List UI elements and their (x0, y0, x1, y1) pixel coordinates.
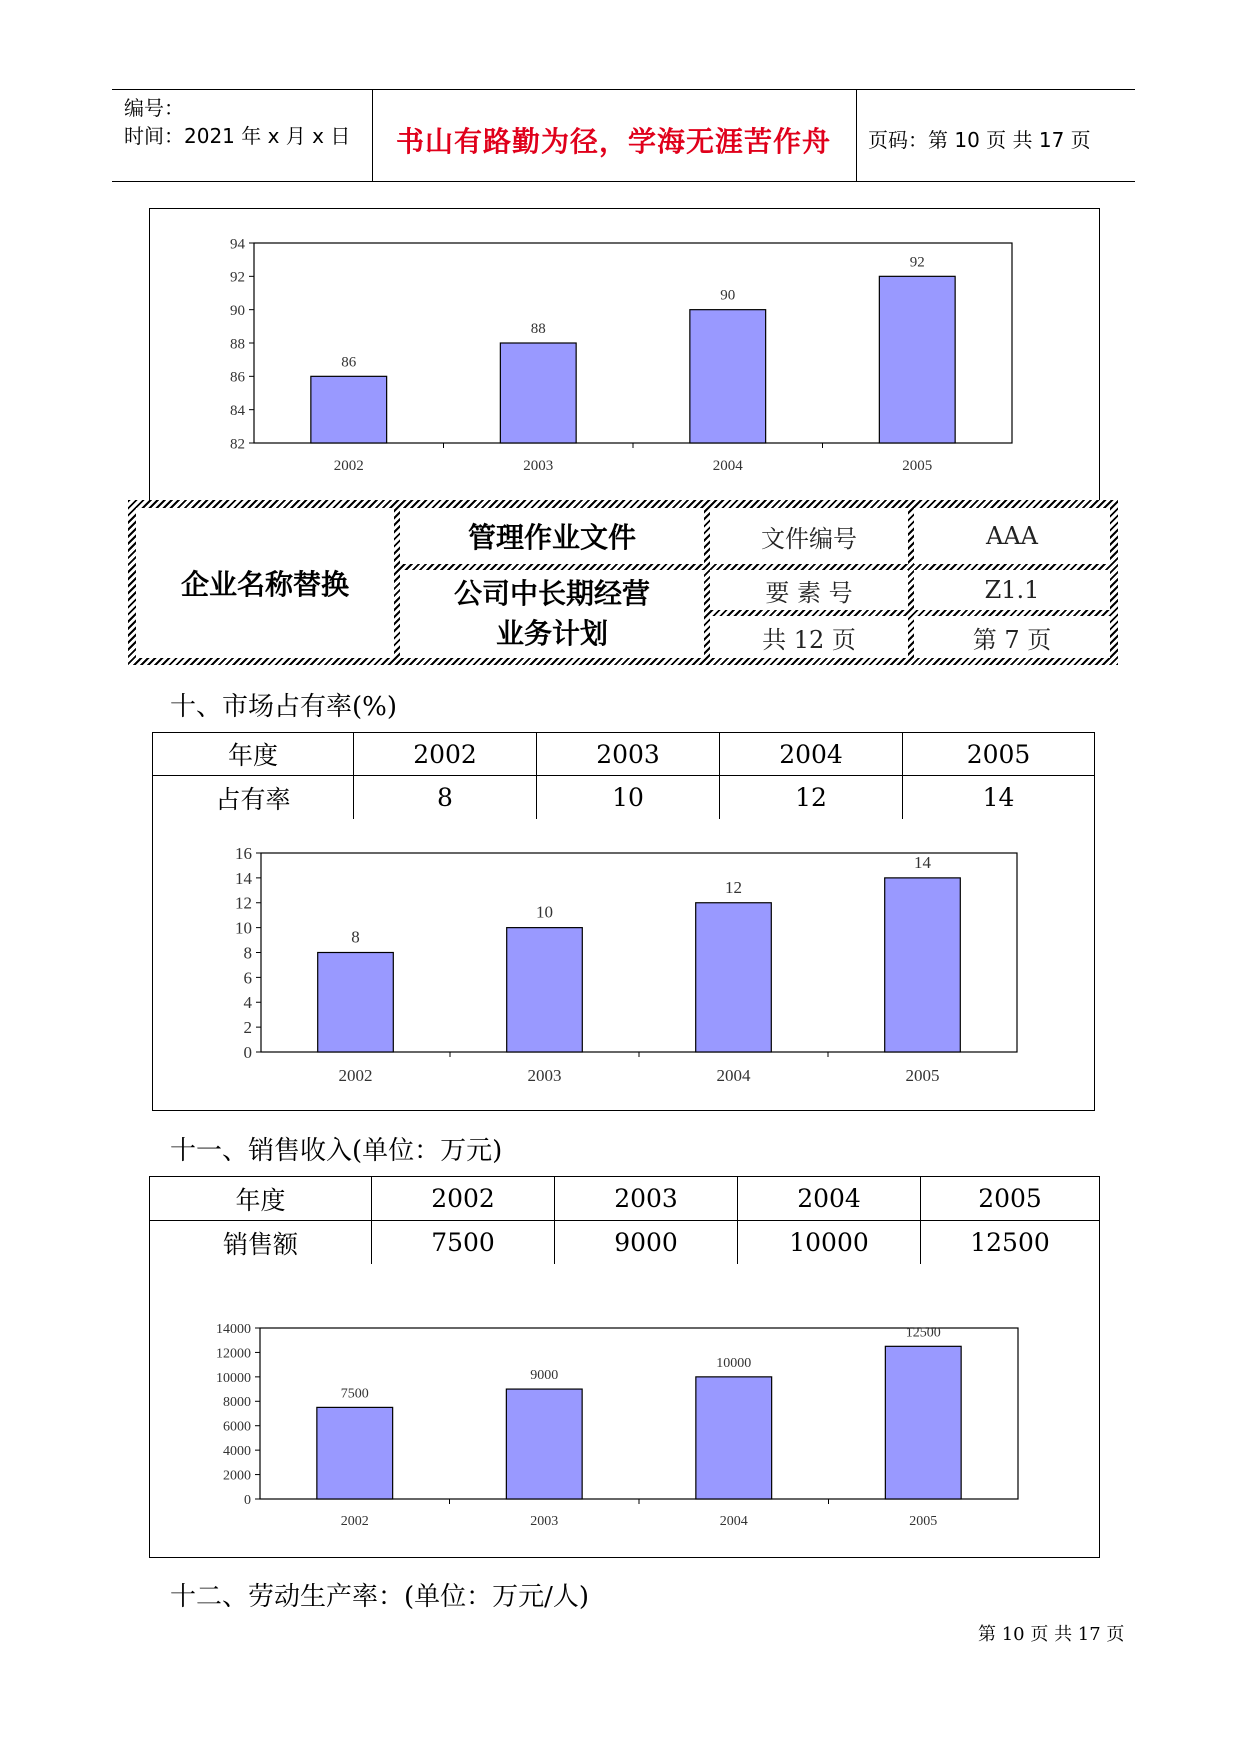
y-tick-label: 6 (243, 968, 252, 988)
section10-title: 十、市场占有率(%) (170, 692, 397, 722)
data-label: 92 (909, 254, 925, 271)
section10-table (152, 732, 1095, 820)
table-row (153, 776, 1095, 820)
section12-title: 十二、劳动生产率：(单位：万元/人) (170, 1582, 590, 1612)
section11-title: 十一、销售收入(单位：万元) (170, 1136, 503, 1166)
y-tick-label: 86 (230, 369, 245, 386)
table-cell: 2002 (372, 1177, 555, 1221)
section11-table (149, 1176, 1100, 1265)
header-motto: 书山有路勤为径，学海无涯苦作舟 (396, 125, 832, 158)
doc-title-2-line1: 公司中长期经营 (453, 577, 650, 610)
table-cell: 2004 (738, 1177, 921, 1221)
element-label: 要 素 号 (710, 570, 908, 610)
y-tick-label: 12000 (216, 1346, 251, 1362)
y-tick-label: 8000 (223, 1395, 251, 1411)
table-cell: 2005 (903, 733, 1095, 776)
table-cell: 2002 (354, 733, 537, 776)
table-cell: 年度 (150, 1177, 372, 1221)
data-label: 90 (720, 287, 736, 304)
table-row (150, 1221, 1100, 1265)
y-tick-label: 14 (235, 868, 252, 888)
data-label: 8 (351, 927, 360, 947)
table-cell: 7500 (372, 1221, 555, 1265)
x-tick-label: 2002 (338, 1066, 373, 1085)
doc-time-label: 时间：2021 年 x 月 x 日 (124, 124, 351, 148)
table-cell: 10000 (738, 1221, 921, 1265)
y-tick-label: 4 (243, 993, 252, 1013)
data-label: 14 (914, 852, 931, 872)
table-cell: 年度 (153, 733, 354, 776)
doc-info-block (128, 500, 1118, 665)
y-tick-label: 10 (235, 918, 252, 938)
x-tick-label: 2003 (523, 458, 554, 474)
y-tick-label: 94 (230, 236, 245, 253)
table-cell: 9000 (555, 1221, 738, 1265)
header-divider-left (372, 89, 373, 181)
y-tick-label: 84 (230, 402, 245, 419)
bar (696, 903, 772, 1052)
data-label: 10000 (716, 1355, 752, 1371)
x-tick-label: 2005 (902, 458, 933, 474)
y-tick-label: 92 (230, 269, 245, 286)
y-tick-label: 4000 (223, 1444, 251, 1460)
chart2-svg (153, 819, 1093, 1109)
chart2-frame (152, 819, 1095, 1111)
table-cell: 2004 (720, 733, 903, 776)
footer-page: 第 10 页 共 17 页 (978, 1624, 1125, 1645)
bar (317, 1407, 393, 1499)
table-row (150, 1177, 1100, 1221)
bar (507, 928, 583, 1052)
element-value: Z1.1 (914, 570, 1110, 610)
chart1-svg (150, 209, 1098, 505)
x-tick-label: 2002 (333, 458, 364, 474)
data-label: 12500 (905, 1325, 941, 1341)
bar (506, 1389, 582, 1499)
chart3-frame (149, 1264, 1100, 1558)
table-cell: 10 (537, 776, 720, 820)
y-tick-label: 6000 (223, 1419, 251, 1435)
table-cell: 2003 (537, 733, 720, 776)
y-tick-label: 10000 (216, 1370, 251, 1386)
header-page-code: 页码：第 10 页 共 17 页 (868, 128, 1091, 152)
data-label: 7500 (340, 1386, 369, 1402)
y-tick-label: 12 (235, 893, 252, 913)
data-label: 9000 (530, 1368, 559, 1384)
table-row (153, 733, 1095, 776)
bar (885, 878, 961, 1052)
table-cell: 销售额 (150, 1221, 372, 1265)
file-no-label: 文件编号 (710, 508, 908, 564)
bar (690, 310, 766, 443)
file-no-value: AAA (914, 508, 1110, 564)
table-cell: 2003 (555, 1177, 738, 1221)
y-tick-label: 8 (243, 943, 252, 963)
x-tick-label: 2003 (530, 1514, 559, 1529)
x-tick-label: 2005 (905, 1066, 940, 1085)
table-cell: 2005 (921, 1177, 1100, 1221)
y-tick-label: 0 (243, 1042, 252, 1062)
y-tick-label: 16 (235, 843, 252, 863)
company-name: 企业名称替换 (136, 508, 394, 658)
current-page: 第 7 页 (914, 616, 1110, 658)
bar (500, 343, 576, 443)
table-cell: 12500 (921, 1221, 1100, 1265)
y-tick-label: 0 (244, 1492, 251, 1508)
doc-number-label: 编号： (124, 96, 184, 120)
x-tick-label: 2004 (712, 458, 743, 474)
doc-title-2 (400, 570, 704, 658)
x-tick-label: 2004 (716, 1066, 751, 1085)
data-label: 12 (725, 877, 742, 897)
chart3-svg (150, 1264, 1098, 1556)
table-cell: 14 (903, 776, 1095, 820)
x-tick-label: 2004 (719, 1514, 748, 1529)
x-tick-label: 2002 (340, 1514, 369, 1529)
header-bottom-line (112, 181, 1135, 182)
y-tick-label: 82 (230, 436, 245, 453)
table-cell: 占有率 (153, 776, 354, 820)
doc-title-1: 管理作业文件 (400, 508, 704, 564)
bar (311, 376, 387, 443)
total-pages: 共 12 页 (710, 616, 908, 658)
header-top-line (112, 89, 1135, 90)
bar (696, 1377, 772, 1499)
y-tick-label: 14000 (216, 1321, 251, 1337)
x-tick-label: 2005 (909, 1514, 938, 1529)
x-tick-label: 2003 (527, 1066, 562, 1085)
data-label: 10 (536, 902, 553, 922)
table-cell: 8 (354, 776, 537, 820)
y-tick-label: 2 (243, 1018, 252, 1038)
bar (885, 1346, 961, 1499)
header-divider-right (856, 89, 857, 181)
data-label: 88 (530, 321, 546, 337)
bar (879, 276, 955, 443)
data-label: 86 (341, 354, 357, 371)
table-cell: 12 (720, 776, 903, 820)
chart1-frame (149, 208, 1100, 506)
y-tick-label: 88 (230, 336, 245, 353)
y-tick-label: 90 (230, 302, 245, 319)
doc-title-2-line2: 业务计划 (495, 617, 608, 650)
bar (318, 953, 394, 1053)
y-tick-label: 2000 (223, 1468, 251, 1484)
